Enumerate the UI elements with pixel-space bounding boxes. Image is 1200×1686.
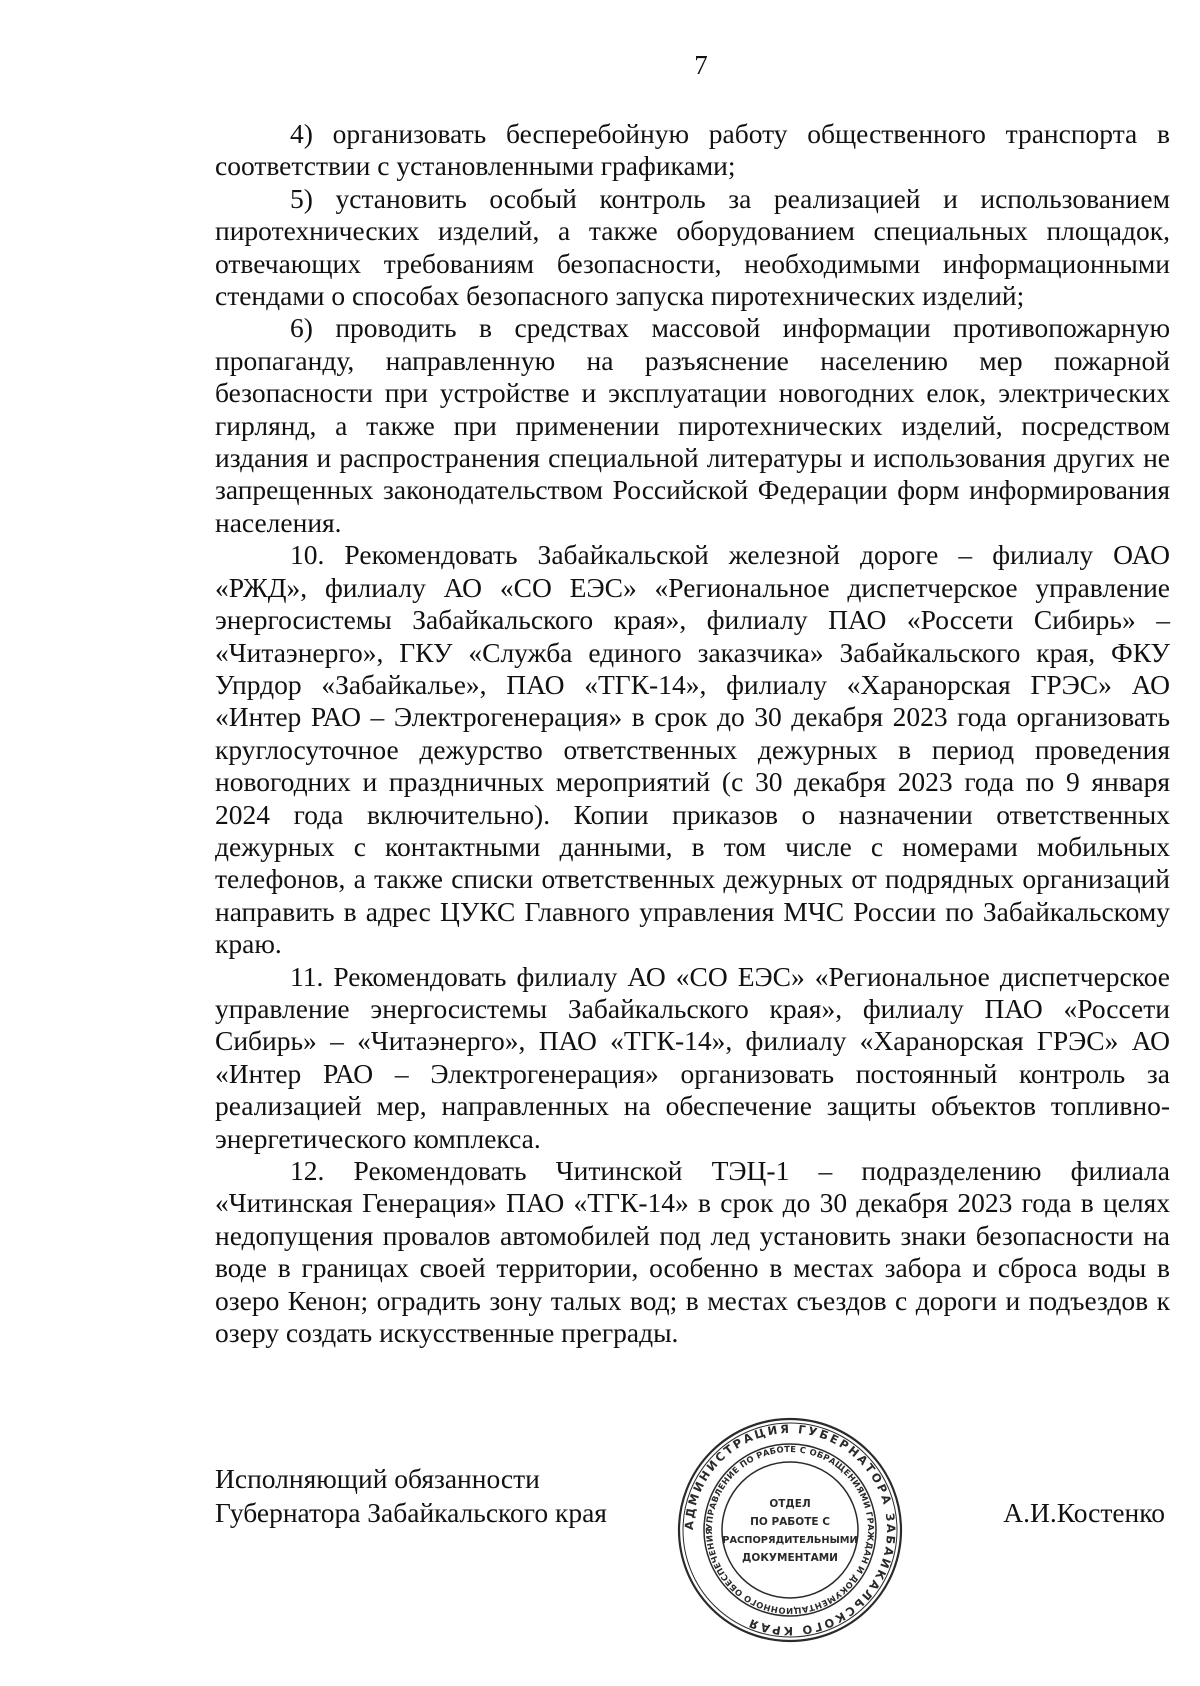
paragraph-item-5: 5) установить особый контроль за реализацией и использованием пиротехнических изделий, а также оборудованием специальных площадок, отвечающих требованиям безопасности, необходимыми информационными стендами о способах безопасного запуска пиротехнических изделий; [215, 182, 1170, 312]
seal-center-line-1: ОТДЕЛ [769, 1498, 811, 1510]
signature-block [215, 1462, 607, 1530]
seal-graphic [675, 1415, 905, 1645]
document-body [215, 118, 1170, 1349]
official-seal [675, 1415, 905, 1645]
signature-position-line1: Исполняющий обязанности [215, 1463, 540, 1494]
paragraph-11: 11. Рекомендовать филиалу АО «СО ЕЭС» «Региональное диспетчерское управление энергосистемы Забайкальского края», филиалу ПАО «Россети Сибирь» – «Читаэнерго», ПАО «ТГК-14», филиалу «Харанорская ГРЭС» АО «Интер РАО – Электрогенерация» организовать постоянный контроль за реализацией мер, направленных на обеспечение защиты объектов топливно-энергетического комплекса. [215, 960, 1170, 1154]
seal-center-line-3: РАСПОРЯДИТЕЛЬНЫМИ [722, 1535, 858, 1546]
signatory-name: А.И.Костенко [1003, 1497, 1165, 1528]
paragraph-12: 12. Рекомендовать Читинской ТЭЦ-1 – подразделению филиала «Читинская Генерация» ПАО «ТГК-14» в срок до 30 декабря 2023 года в целях недопущения провалов автомобилей под лед установить знаки безопасности на воде в границах своей территории, особенно в местах забора и сброса воды в озеро Кенон; оградить зону талых вод; в местах съездов с дороги и подъездов к озеру создать искусственные преграды. [215, 1155, 1170, 1349]
signature-position-line2: Губернатора Забайкальского края [215, 1497, 607, 1528]
paragraph-item-4: 4) организовать бесперебойную работу общественного транспорта в соответствии с установленными графиками; [215, 118, 1170, 182]
svg-text:УПРАВЛЕНИЕ ПО РАБОТЕ С ОБРАЩЕН: УПРАВЛЕНИЕ ПО РАБОТЕ С ОБРАЩЕНИЯМИ ГРАЖДАН И ДОКУМЕНТАЦИОННОГО ОБЕСПЕЧЕНИЯ [703, 1443, 877, 1617]
seal-center-line-4: ДОКУМЕНТАМИ [742, 1552, 838, 1564]
svg-text:АДМИНИСТРАЦИЯ ГУБЕРНАТОРА ЗАБА: АДМИНИСТРАЦИЯ ГУБЕРНАТОРА ЗАБАЙКАЛЬСКОГО КРАЯ [681, 1421, 899, 1639]
seal-center-line-2: ПО РАБОТЕ С [750, 1516, 830, 1528]
page-number: 7 [694, 50, 708, 80]
paragraph-10: 10. Рекомендовать Забайкальской железной дороге – филиалу ОАО «РЖД», филиалу АО «СО ЕЭС» «Региональное диспетчерское управление энергосистемы Забайкальского края», филиалу ПАО «Россети Сибирь» – «Читаэнерго», ГКУ «Служба единого заказчика» Забайкальского края, ФКУ Упрдор «Забайкалье», ПАО «ТГК-14», филиалу «Харанорская ГРЭС» АО «Интер РАО – Электрогенерация» в срок до 30 декабря 2023 года организовать круглосуточное дежурство ответственных дежурных в период проведения новогодних и праздничных мероприятий (с 30 декабря 2023 года по 9 января 2024 года включительно). Копии приказов о назначении ответственных дежурных с контактными данными, в том числе с номерами мобильных телефонов, а также списки ответственных дежурных от подрядных организаций направить в адрес ЦУКС Главного управления МЧС России по Забайкальскому краю. [215, 539, 1170, 960]
paragraph-item-6: 6) проводить в средствах массовой информации противопожарную пропаганду, направленную на разъяснение населению мер пожарной безопасности при устройстве и эксплуатации новогодних елок, электрических гирлянд, а также при применении пиротехнических изделий, посредством издания и распространения специальной литературы и использования других не запрещенных законодательством Российской Федерации форм информирования населения. [215, 312, 1170, 538]
